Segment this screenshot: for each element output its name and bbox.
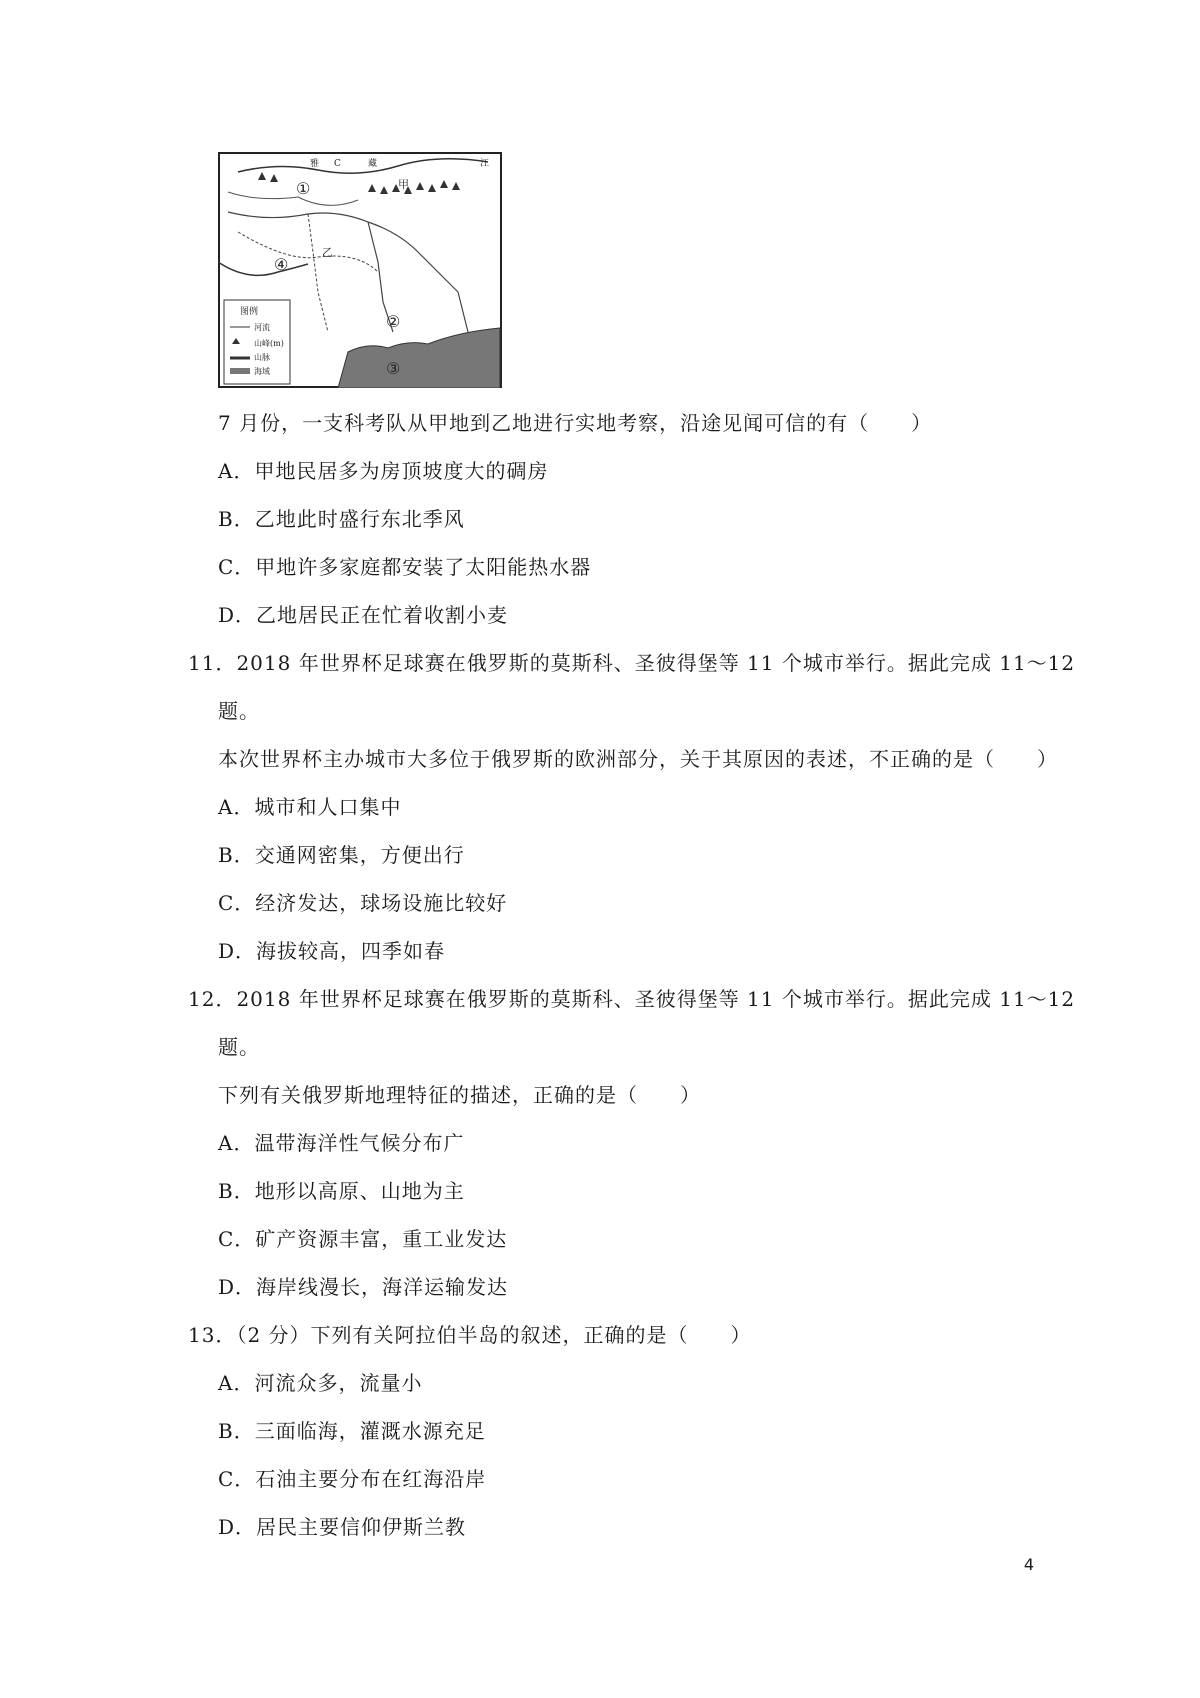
- page-number: 4: [1023, 1555, 1034, 1574]
- q12-option-d: D．海岸线漫长，海洋运输发达: [218, 1275, 509, 1299]
- map-marker-1: ①: [296, 179, 311, 198]
- map-legend-item: 山脉: [254, 353, 270, 362]
- q10-option-d: D．乙地居民正在忙着收割小麦: [218, 603, 509, 627]
- map-legend-item: 海域: [254, 367, 270, 376]
- map-legend-item: 山峰(m): [254, 339, 284, 348]
- map-label-river-prefix: 雅: [310, 159, 320, 169]
- q12-intro: 12．2018 年世界杯足球赛在俄罗斯的莫斯科、圣彼得堡等 11 个城市举行。据此完成 11～12: [188, 987, 1076, 1011]
- q13-option-d: D．居民主要信仰伊斯兰教: [218, 1515, 467, 1539]
- q11-option-c: C．经济发达，球场设施比较好: [218, 891, 508, 915]
- map-marker-3: ③: [386, 359, 401, 378]
- region-map-figure: [218, 152, 502, 388]
- q13-option-a: A．河流众多，流量小: [218, 1371, 423, 1395]
- q12-option-c: C．矿产资源丰富，重工业发达: [218, 1227, 508, 1251]
- map-marker-4: ④: [274, 255, 289, 274]
- q11-option-d: D．海拔较高，四季如春: [218, 939, 446, 963]
- q11-intro: 11．2018 年世界杯足球赛在俄罗斯的莫斯科、圣彼得堡等 11 个城市举行。据此完成 11～12: [188, 651, 1076, 675]
- map-label-yi: 乙: [322, 246, 333, 259]
- q11-intro-cont: 题。: [218, 699, 260, 723]
- q12-stem: 下列有关俄罗斯地理特征的描述，正确的是（ ）: [218, 1083, 701, 1107]
- map-legend-title: 图例: [240, 307, 259, 317]
- q11-option-a: A．城市和人口集中: [218, 795, 402, 819]
- map-label-zang: 藏: [368, 159, 378, 169]
- map-marker-2: ②: [386, 312, 401, 331]
- q13-stem: 13．（2 分）下列有关阿拉伯半岛的叙述，正确的是（ ）: [188, 1323, 752, 1347]
- q13-option-b: B．三面临海，灌溉水源充足: [218, 1419, 486, 1443]
- q10-option-b: B．乙地此时盛行东北季风: [218, 507, 465, 531]
- q12-intro-cont: 题。: [218, 1035, 260, 1059]
- map-legend-item: 河流: [254, 323, 270, 332]
- map-label-river-suffix: 江: [480, 159, 490, 169]
- q11-stem: 本次世界杯主办城市大多位于俄罗斯的欧洲部分，关于其原因的表述，不正确的是（ ）: [218, 747, 1058, 771]
- map-label-c: C: [334, 159, 341, 169]
- q10-stem: 7 月份，一支科考队从甲地到乙地进行实地考察，沿途见闻可信的有（ ）: [218, 411, 933, 435]
- q10-option-c: C．甲地许多家庭都安装了太阳能热水器: [218, 555, 592, 579]
- q11-option-b: B．交通网密集，方便出行: [218, 843, 465, 867]
- map-label-jia: 甲: [398, 178, 409, 191]
- q13-option-c: C．石油主要分布在红海沿岸: [218, 1467, 487, 1491]
- q12-option-a: A．温带海洋性气候分布广: [218, 1131, 465, 1155]
- q10-option-a: A．甲地民居多为房顶坡度大的碉房: [218, 459, 549, 483]
- q12-option-b: B．地形以高原、山地为主: [218, 1179, 465, 1203]
